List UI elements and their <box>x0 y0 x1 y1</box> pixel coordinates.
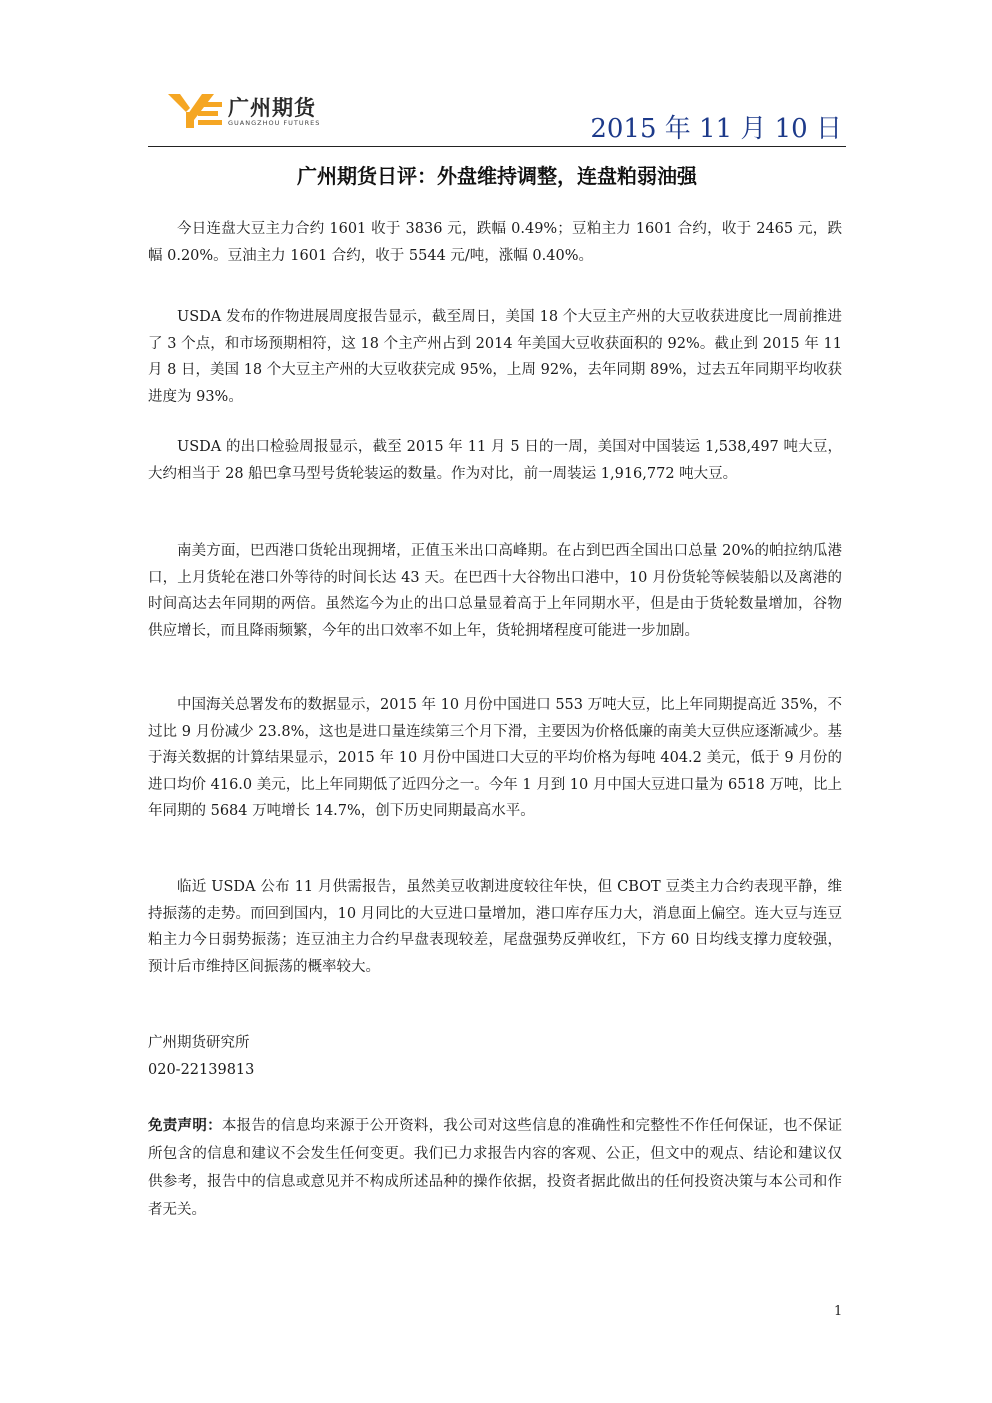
disclaimer-label: 免责声明： <box>148 1118 222 1134</box>
logo-mark-icon <box>168 90 224 130</box>
signature-org: 广州期货研究所 <box>148 1035 250 1051</box>
logo-chinese-text: 广州期货 <box>228 96 316 120</box>
logo-english-text: GUANGZHOU FUTURES <box>228 119 321 127</box>
signature-phone: 020-22139813 <box>148 1062 255 1078</box>
paragraph-market-close: 今日连盘大豆主力合约 1601 收于 3836 元，跌幅 0.49%；豆粕主力 1601 合约，收于 2465 元，跌幅 0.20%。豆油主力 1601 合约，收于 5544 元/吨，涨幅 0.40%。 <box>148 221 842 264</box>
paragraph-export-inspection: USDA 的出口检验周报显示，截至 2015 年 11 月 5 日的一周，美国对中国装运 1,538,497 吨大豆，大约相当于 28 船巴拿马型号货轮装运的数量。作为对比，前一周装运 1,916,772 吨大豆。 <box>148 439 842 482</box>
page-number: 1 <box>834 1304 843 1319</box>
paragraph-south-america: 南美方面，巴西港口货轮出现拥堵，正值玉米出口高峰期。在占到巴西全国出口总量 20%的帕拉纳瓜港口，上月货轮在港口外等待的时间长达 43 天。在巴西十大谷物出口港中，10 月份货轮等候装船以及离港的时间高达去年同期的两倍。虽然迄今为止的出口总量显着高于上年同期水平，但是由于货轮数量增加，谷物供应增长，而且降雨频繁，今年的出口效率不如上年，货轮拥堵程度可能进一步加剧。 <box>148 543 842 639</box>
report-date: 2015 年 11 月 10 日 <box>590 114 842 144</box>
company-logo <box>168 90 368 134</box>
page-title: 广州期货日评：外盘维持调整，连盘粕弱油强 <box>297 164 697 188</box>
paragraph-outlook: 临近 USDA 公布 11 月供需报告，虽然美豆收割进度较往年快，但 CBOT 豆类主力合约表现平静，维持振荡的走势。而回到国内，10 月同比的大豆进口量增加，港口库存压力大，消息面上偏空。连大豆与连豆粕主力今日弱势振荡；连豆油主力合约早盘表现较差，尾盘强势反弹收红，下方 60 日均线支撑力度较强，预计后市维持区间振荡的概率较大。 <box>148 879 842 975</box>
disclaimer-text: 本报告的信息均来源于公开资料，我公司对这些信息的准确性和完整性不作任何保证，也不保证所包含的信息和建议不会发生任何变更。我们已力求报告内容的客观、公正，但文中的观点、结论和建议仅供参考，报告中的信息或意见并不构成所述品种的操作依据，投资者据此做出的任何投资决策与本公司和作者无关。 <box>148 1118 842 1218</box>
paragraph-china-customs: 中国海关总署发布的数据显示，2015 年 10 月份中国进口 553 万吨大豆，比上年同期提高近 35%，不过比 9 月份减少 23.8%，这也是进口量连续第三个月下滑，主要因为价格低廉的南美大豆供应逐渐减少。基于海关数据的计算结果显示，2015 年 10 月份中国进口大豆的平均价格为每吨 404.2 美元，低于 9 月份的进口均价 416.0 美元，比上年同期低了近四分之一。今年 1 月到 10 月中国大豆进口量为 6518 万吨，比上年同期的 5684 万吨增长 14.7%，创下历史同期最高水平。 <box>148 697 842 819</box>
page-header <box>148 86 846 148</box>
header-divider <box>148 146 846 147</box>
paragraph-harvest-progress: USDA 发布的作物进展周度报告显示，截至周日，美国 18 个大豆主产州的大豆收获进度比一周前推进了 3 个点，和市场预期相符，这 18 个主产州占到 2014 年美国大豆收获面积的 92%。截止到 2015 年 11 月 8 日，美国 18 个大豆主产州的大豆收获完成 95%，上周 92%，去年同期 89%，过去五年同期平均收获进度为 93%。 <box>148 309 842 405</box>
disclaimer <box>148 1112 842 1224</box>
